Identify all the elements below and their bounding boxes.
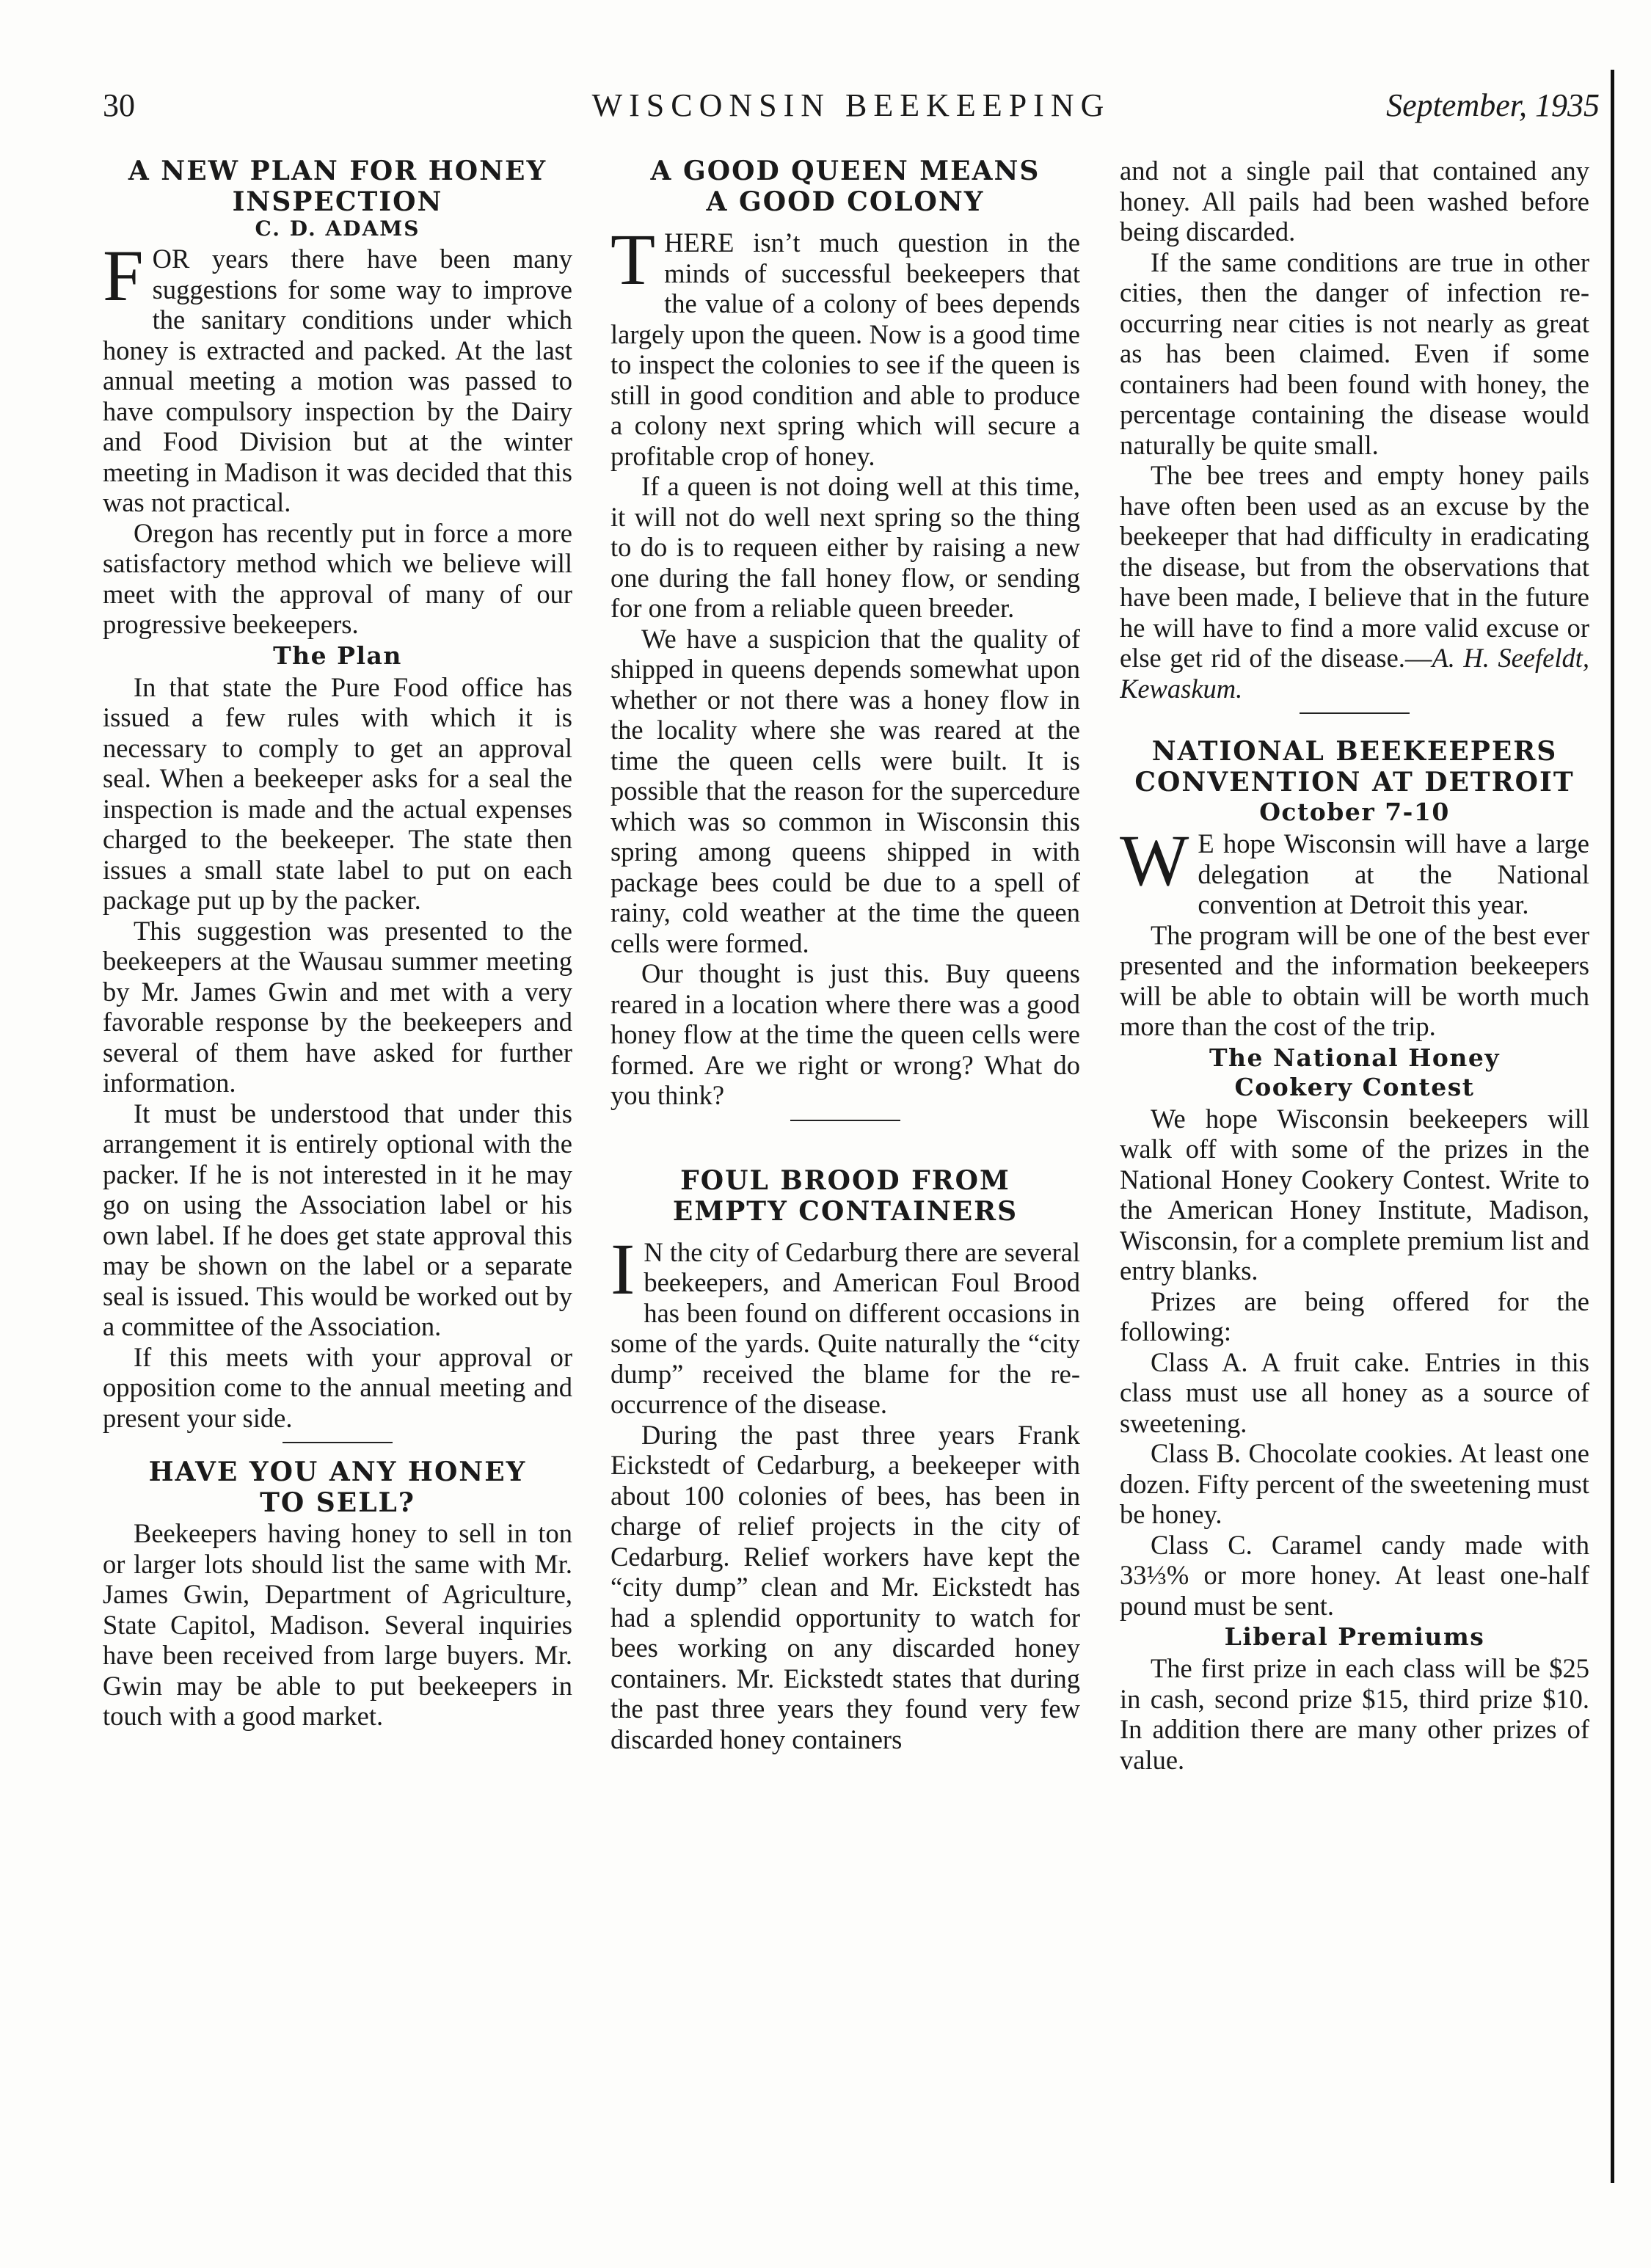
paragraph: Class C. Caramel candy made with 33⅓% or more honey. At least one-half pound must be sent. (1120, 1529, 1589, 1621)
paragraph: If a queen is not doing well at this time, it will not do well next spring so the thing to do is to requeen either by raising a new one during the fall honey flow, or sending for one from a reliable queen breeder. (611, 471, 1080, 623)
magazine-title: WISCONSIN BEEKEEPING (591, 87, 1111, 123)
divider-rule (1300, 712, 1410, 714)
paragraph: Class B. Chocolate cookies. At least one dozen. Fifty percent of the sweetening must be honey. (1120, 1438, 1589, 1529)
article-title-foul-brood (611, 1165, 1080, 1227)
column-1 (103, 156, 572, 2210)
article-title-national-convention (1120, 736, 1589, 798)
paragraph: This suggestion was presented to the beekeepers at the Wausau summer meeting by Mr. James Gwin and met with a very favorable response by the beekeepers and several of them have asked for further information. (103, 915, 572, 1098)
paragraph (103, 235, 572, 518)
divider-rule (790, 1120, 900, 1121)
subheading-line: Cookery Contest (1234, 1072, 1475, 1101)
running-head (103, 87, 1600, 131)
paragraph: Beekeepers having honey to sell in ton or larger lots should list the same with Mr. James Gwin, Department of Agriculture, State Capitol, Madison. Several inquiries have been received from large buyers. Mr. Gwin may be able to put beekeepers in touch with a good market. (103, 1518, 572, 1731)
paragraph: Oregon has recently put in force a more satisfactory method which we believe will meet with the approval of many of our progressive beekeepers. (103, 517, 572, 639)
paragraph: In that state the Pure Food office has issued a few rules with which it is necessary to comply to get an approval seal. When a beekeeper asks for a seal the inspection is made and the actual expenses charged to the beekeeper. The state then issues a small state label to put on each package put up by the packer. (103, 671, 572, 915)
subheading-the-plan: The Plan (273, 641, 402, 670)
title-line: A NEW PLAN FOR HONEY (128, 156, 547, 186)
title-line: INSPECTION (232, 186, 443, 217)
paragraph: It must be understood that under this arrangement it is entirely optional with the packer. If he is not interested in it he may go on using the Association label or his own label. If he does get state approval this may be shown on the label or a separate seal is issued. This would be worked out by a committee of the Association. (103, 1098, 572, 1341)
paragraph-text: HERE isn’t much question in the minds of successful beekeepers that the value of a colony of bees depends largely upon the queen. Now is a good time to inspect the colonies to see if the queen is still in good condition and able to produce a colony next spring which will secure a profitable crop of honey. (611, 227, 1080, 471)
page-number: 30 (103, 87, 135, 123)
paragraph: We have a suspicion that the quality of shipped in queens depends somewhat upon whether or not there was a honey flow in the locality where she was reared at the time the queen cells were built. It is possible that the reason for the supercedure which was so common in Wisconsin this spring among queens shipped in with package bees could be due to a spell of rainy, cold weather at the time the queen cells were formed. (611, 623, 1080, 958)
title-line: A GOOD QUEEN MEANS (650, 156, 1040, 186)
paragraph: If this meets with your approval or opposition come to the annual meeting and present your side. (103, 1341, 572, 1433)
paragraph-text: OR years there have been many suggestions for some way to improve the sanitary conditions under which honey is extracted and packed. At the last annual meeting a motion was passed to have compulsory inspection by the Dairy and Food Division but at the winter meeting in Madison it was decided that this was not practical. (103, 244, 572, 517)
paragraph: Prizes are being offered for the following: (1120, 1286, 1589, 1346)
title-line: HAVE YOU ANY HONEY (148, 1456, 527, 1487)
drop-cap: T (611, 219, 656, 300)
paragraph-text: E hope Wisconsin will have a large delegation at the National convention at Detroit this year. (1198, 828, 1589, 919)
title-line: NATIONAL BEEKEEPERS (1151, 736, 1558, 767)
article-title-honey-to-sell (103, 1456, 572, 1518)
subheading-line: The National Honey (1209, 1043, 1501, 1072)
article-title-honey-inspection (103, 156, 572, 217)
paragraph (1120, 820, 1589, 920)
title-line: CONVENTION AT DETROIT (1134, 767, 1575, 798)
title-line: EMPTY CONTAINERS (672, 1195, 1018, 1227)
paragraph-text: The bee trees and empty honey pails have often been used as an excuse by the beekeeper that had difficulty in eradicating the disease, but from the observations that have been made, I believe that in the future he will have to find a more valid excuse or else get rid of the disease.— (1120, 460, 1589, 673)
signature-credit: A. H. Seefeldt, Kewaskum. (1120, 643, 1589, 704)
drop-cap: I (611, 1228, 635, 1310)
title-line: FOUL BROOD FROM (680, 1164, 1010, 1196)
paragraph (611, 1228, 1080, 1420)
paragraph: We hope Wisconsin beekeepers will walk off with some of the prizes in the National Honey Cookery Contest. Write to the American Honey Institute, Madison, Wisconsin, for a complete premium list and entry blanks. (1120, 1103, 1589, 1286)
divider-rule (283, 1442, 393, 1443)
paragraph: The program will be one of the best ever presented and the information beekeepers will be able to obtain will be worth much more than the cost of the trip. (1120, 919, 1589, 1041)
subheading-liberal-premiums: Liberal Premiums (1224, 1622, 1485, 1651)
drop-cap: W (1120, 820, 1189, 901)
issue-date: September, 1935 (1386, 87, 1600, 123)
paragraph (1120, 460, 1589, 704)
column-3 (1120, 156, 1589, 2210)
page-edge-rule (1611, 70, 1614, 2183)
paragraph-text: N the city of Cedarburg there are several beekeepers, and American Foul Brood has been found on different occasions in some of the yards. Quite naturally the “city dump” received the blame for the re-occurrence of the disease. (611, 1236, 1080, 1419)
paragraph: Our thought is just this. Buy queens reared in a location where there was a good honey flow at the time the queen cells were formed. Are we right or wrong? What do you think? (611, 958, 1080, 1110)
paragraph: Class A. A fruit cake. Entries in this class must use all honey as a source of sweetening. (1120, 1346, 1589, 1438)
subheading-cookery-contest (1120, 1043, 1589, 1102)
convention-dates: October 7-10 (1259, 798, 1450, 826)
paragraph: If the same conditions are true in other cities, then the danger of infection re-occurring near cities is not nearly as great as has been claimed. Even if some containers had been found with honey, the percentage containing the disease would naturally be quite small. (1120, 247, 1589, 460)
paragraph: The first prize in each class will be $25 in cash, second prize $15, third prize $10. In addition there are many other prizes of value. (1120, 1653, 1589, 1775)
title-line: TO SELL? (260, 1487, 415, 1518)
byline: C. D. ADAMS (255, 216, 420, 241)
paragraph (611, 219, 1080, 471)
drop-cap: F (103, 235, 144, 316)
title-line: A GOOD COLONY (706, 186, 985, 217)
column-2 (611, 156, 1080, 2210)
paragraph: and not a single pail that contained any honey. All pails had been washed before being discarded. (1120, 156, 1589, 247)
article-title-good-queen (611, 156, 1080, 217)
paragraph: During the past three years Frank Eickstedt of Cedarburg, a beekeeper with about 100 colonies of bees, has been in charge of relief projects in the city of Cedarburg. Relief workers have kept the “city dump” clean and Mr. Eickstedt has had a splendid opportunity to watch for bees working on any discarded honey containers. Mr. Eickstedt states that during the past three years they found very few discarded honey containers (611, 1419, 1080, 1754)
